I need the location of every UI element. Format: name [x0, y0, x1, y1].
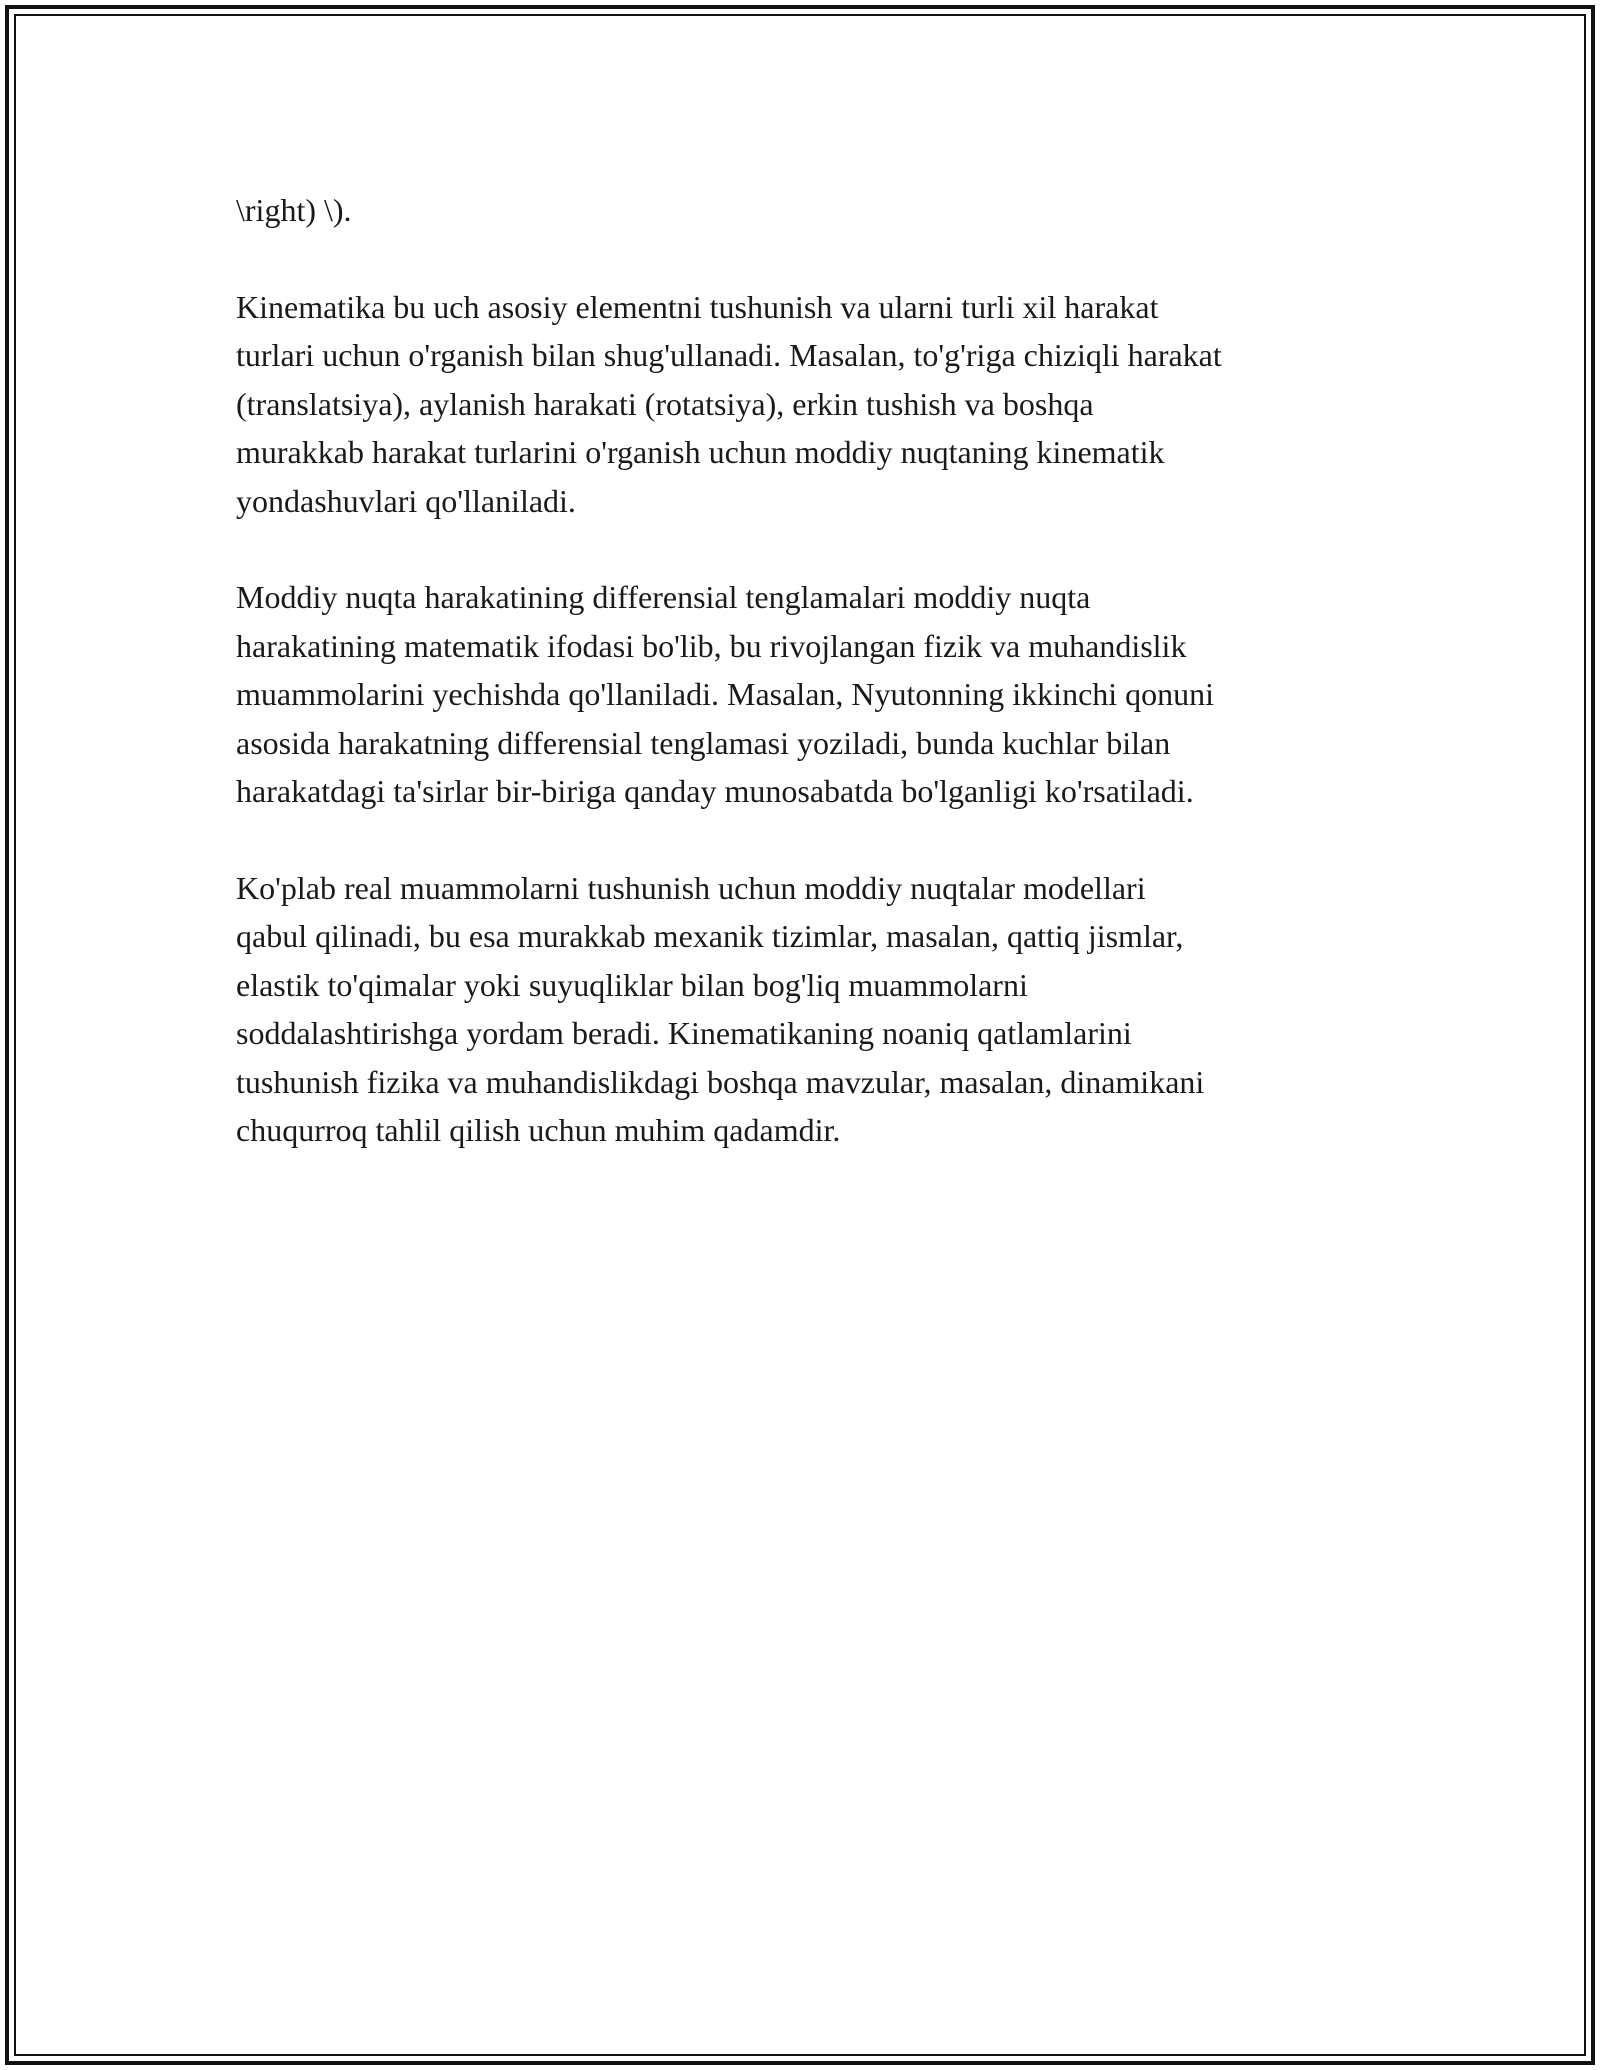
text-line: tushunish fizika va muhandislikdagi boshqa mavzular, masalan, dinamikani — [236, 1063, 1205, 1100]
text-line: asosida harakatning differensial tenglamasi yoziladi, bunda kuchlar bilan — [236, 724, 1171, 761]
text-line: murakkab harakat turlarini o'rganish uchun moddiy nuqtaning kinematik — [236, 434, 1165, 470]
paragraph-point-models — [236, 864, 1376, 1155]
paragraph-formula-tail — [236, 186, 1376, 235]
text-line: harakatdagi ta'sirlar bir-biriga qanday munosabatda bo'lganligi ko'rsatiladi. — [236, 773, 1194, 809]
text-line: Kinematika bu uch asosiy elementni tushunish va ularni turli xil harakat — [236, 288, 1159, 325]
text-line: turlari uchun o'rganish bilan shug'ullanadi. Masalan, to'g'riga chiziqli harakat — [236, 337, 1222, 373]
text-line: (translatsiya), aylanish harakati (rotatsiya), erkin tushish va boshqa — [236, 385, 1094, 422]
text-line: chuqurroq tahlil qilish uchun muhim qadamdir. — [236, 1112, 841, 1148]
document-body — [236, 186, 1376, 1203]
text-line: Moddiy nuqta harakatining differensial tenglamalari moddiy nuqta — [236, 579, 1091, 615]
text-line: elastik to'qimalar yoki suyuqliklar bilan bog'liq muammolarni — [236, 966, 1028, 1003]
text-line: \right) \). — [236, 192, 352, 228]
text-line: harakatining matematik ifodasi bo'lib, bu rivojlangan fizik va muhandislik — [236, 627, 1187, 664]
paragraph-differential-equations — [236, 573, 1376, 816]
text-line: qabul qilinadi, bu esa murakkab mexanik tizimlar, masalan, qattiq jismlar, — [236, 918, 1184, 954]
paragraph-kinematics-elements — [236, 283, 1376, 526]
text-line: soddalashtirishga yordam beradi. Kinematikaning noaniq qatlamlarini — [236, 1015, 1132, 1051]
text-line: Ko'plab real muammolarni tushunish uchun moddiy nuqtalar modellari — [236, 869, 1146, 906]
text-line: yondashuvlari qo'llaniladi. — [236, 482, 576, 519]
text-line: muammolarini yechishda qo'llaniladi. Masalan, Nyutonning ikkinchi qonuni — [236, 676, 1215, 712]
